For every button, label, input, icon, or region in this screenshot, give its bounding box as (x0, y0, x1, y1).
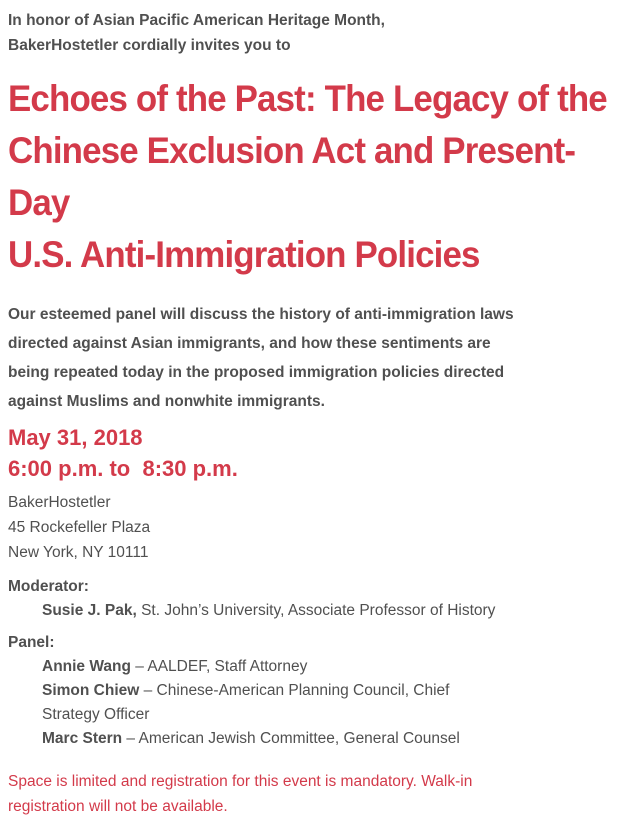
panel-member (42, 679, 632, 727)
event-time: 6:00 p.m. to 8:30 p.m. (8, 456, 238, 481)
panel-member-role: – Chinese-American Planning Council, Chief (139, 682, 450, 699)
address-line-2: 45 Rockefeller Plaza (8, 519, 151, 536)
event-address (8, 490, 632, 565)
notice-line-2: registration will not be available. (8, 798, 228, 815)
event-description (8, 300, 632, 416)
moderator-entry (42, 599, 632, 623)
title-line-2: Chinese Exclusion Act and Present-Day (8, 129, 576, 223)
title-line-1-rest: The Legacy of the (324, 77, 607, 119)
description-line-3: being repeated today in the proposed immigration policies directed (8, 364, 505, 381)
description-line-4: against Muslims and nonwhite immigrants. (8, 393, 325, 410)
panel-member-role-line-2: Strategy Officer (42, 706, 150, 723)
panel-member-role: – AALDEF, Staff Attorney (130, 658, 308, 675)
panel-member-name: Marc Stern (42, 730, 123, 747)
invitation (8, 8, 632, 819)
panel-member (42, 727, 632, 751)
moderator-role: St. John’s University, Associate Professor of History (136, 602, 496, 619)
panel-member-name: Annie Wang (42, 658, 131, 675)
address-line-1: BakerHostetler (8, 494, 111, 511)
description-line-2: directed against Asian immigrants, and how these sentiments are (8, 335, 491, 352)
event-title (8, 72, 633, 280)
panel-heading: Panel: (8, 634, 55, 651)
registration-notice (8, 769, 632, 819)
moderator-heading: Moderator: (8, 578, 89, 595)
event-datetime (8, 422, 632, 484)
intro-line-2: BakerHostetler cordially invites you to (8, 37, 291, 54)
title-line-3: U.S. Anti-Immigration Policies (8, 233, 480, 275)
panel-member-role: – American Jewish Committee, General Counsel (122, 730, 460, 747)
moderator-name: Susie J. Pak, (42, 602, 137, 619)
intro-line-1: In honor of Asian Pacific American Heritage Month, (8, 12, 385, 29)
panel-member-name: Simon Chiew (42, 682, 140, 699)
panel-member (42, 655, 632, 679)
title-bold-part: Echoes of the Past: (8, 77, 316, 119)
notice-line-1: Space is limited and registration for this event is mandatory. Walk-in (8, 773, 473, 790)
event-date: May 31, 2018 (8, 425, 143, 450)
description-line-1: Our esteemed panel will discuss the history of anti-immigration laws (8, 306, 514, 323)
intro-text (8, 8, 632, 58)
address-line-3: New York, NY 10111 (8, 544, 149, 561)
